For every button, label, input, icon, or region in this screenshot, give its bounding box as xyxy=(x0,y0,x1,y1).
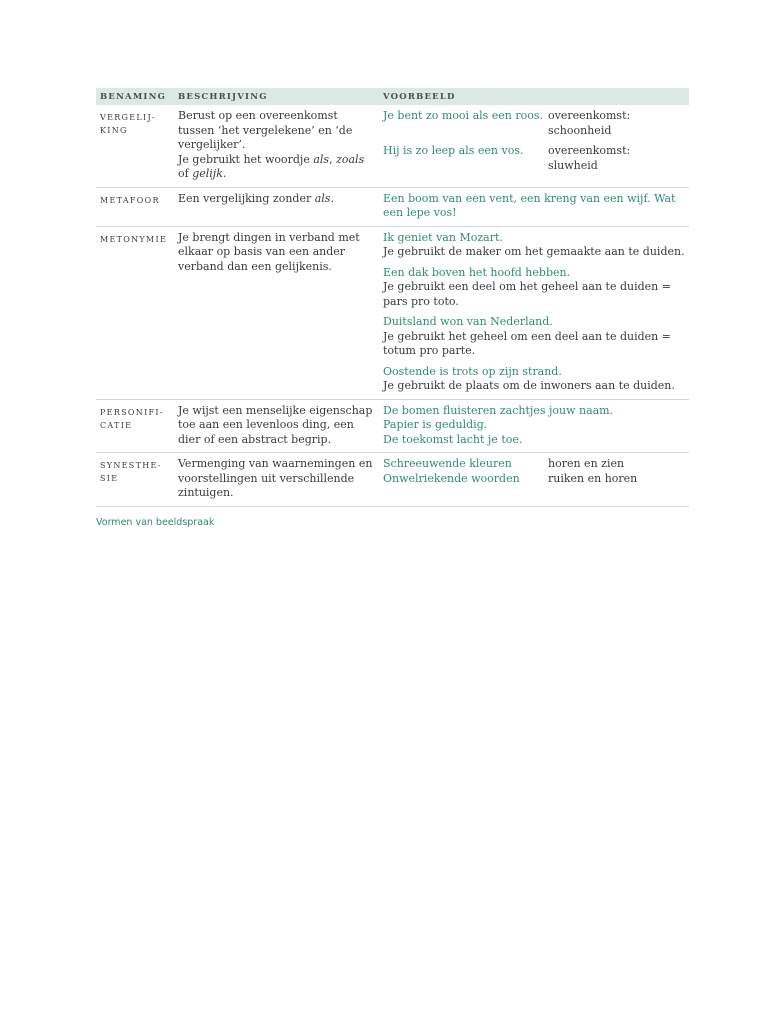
row-name: METONYMIE xyxy=(96,226,174,399)
example-note: Je gebruikt de maker om het gemaakte aan te duiden. xyxy=(383,245,685,258)
example-text: Een boom van een vent, een kreng van een wijf. Wat een lepe vos! xyxy=(379,187,689,226)
example-text: Hij is zo leep als een vos. xyxy=(383,144,524,157)
header-beschrijving: BESCHRIJVING xyxy=(174,88,379,105)
row-name: METAFOOR xyxy=(96,187,174,226)
example-note: horen en zien xyxy=(548,457,625,470)
example-text: Onwelriekende woorden xyxy=(383,471,520,485)
example-note: overeenkomst: schoonheid xyxy=(548,109,631,137)
row-description: Een vergelijking zonder als. xyxy=(174,187,379,226)
table-caption: Vormen van beeldspraak xyxy=(96,516,215,528)
example-text: De bomen fluisteren zachtjes jouw naam. xyxy=(383,403,614,417)
figures-of-speech-table xyxy=(96,88,689,507)
table-row-synesthesie xyxy=(96,453,689,507)
table-row-metonymie xyxy=(96,226,689,399)
example-text: Je bent zo mooi als een roos. xyxy=(383,109,544,122)
example-note: Je gebruikt het geheel om een deel aan te duiden = totum pro parte. xyxy=(383,329,671,357)
row-examples xyxy=(379,453,689,507)
row-name: PERSONIFI- CATIE xyxy=(96,399,174,453)
example-note: Je gebruikt een deel om het geheel aan te duiden = pars pro toto. xyxy=(383,280,671,308)
header-row xyxy=(96,88,689,105)
table-row-vergelijking xyxy=(96,105,689,187)
page xyxy=(96,88,689,528)
row-name: SYNESTHE- SIE xyxy=(96,453,174,507)
example-note: Je gebruikt de plaats om de inwoners aan te duiden. xyxy=(383,379,675,392)
example-note: overeenkomst: sluwheid xyxy=(548,144,631,172)
example-text: Een dak boven het hoofd hebben. xyxy=(383,265,571,279)
row-examples xyxy=(379,226,689,399)
row-description: Vermenging van waarnemingen en voorstellingen uit verschillende zintuigen. xyxy=(174,453,379,507)
row-description: Je wijst een menselijke eigenschap toe aan een levenloos ding, een dier of een abstract begrip. xyxy=(174,399,379,453)
row-description: Berust op een overeenkomst tussen ‘het vergelekene’ en ‘de vergelijker’. Je gebruikt het woordje als, zoals of gelijk. xyxy=(174,105,379,187)
table-row-personificatie xyxy=(96,399,689,453)
example-text: Duitsland won van Nederland. xyxy=(383,315,553,328)
header-voorbeeld: VOORBEELD xyxy=(379,88,689,105)
row-description: Je brengt dingen in verband met elkaar op basis van een ander verband dan een gelijkenis. xyxy=(174,226,379,399)
row-examples xyxy=(379,399,689,453)
header-benaming: BENAMING xyxy=(96,88,174,105)
row-examples xyxy=(379,105,689,187)
example-text: Papier is geduldig. xyxy=(383,418,488,431)
table-row-metafoor xyxy=(96,187,689,226)
row-name: VERGELIJ- KING xyxy=(96,105,174,187)
example-text: Ik geniet van Mozart. xyxy=(383,230,503,244)
example-text: De toekomst lacht je toe. xyxy=(383,432,523,446)
example-text: Schreeuwende kleuren xyxy=(383,457,512,470)
example-text: Oostende is trots op zijn strand. xyxy=(383,364,562,378)
example-note: ruiken en horen xyxy=(548,471,638,485)
